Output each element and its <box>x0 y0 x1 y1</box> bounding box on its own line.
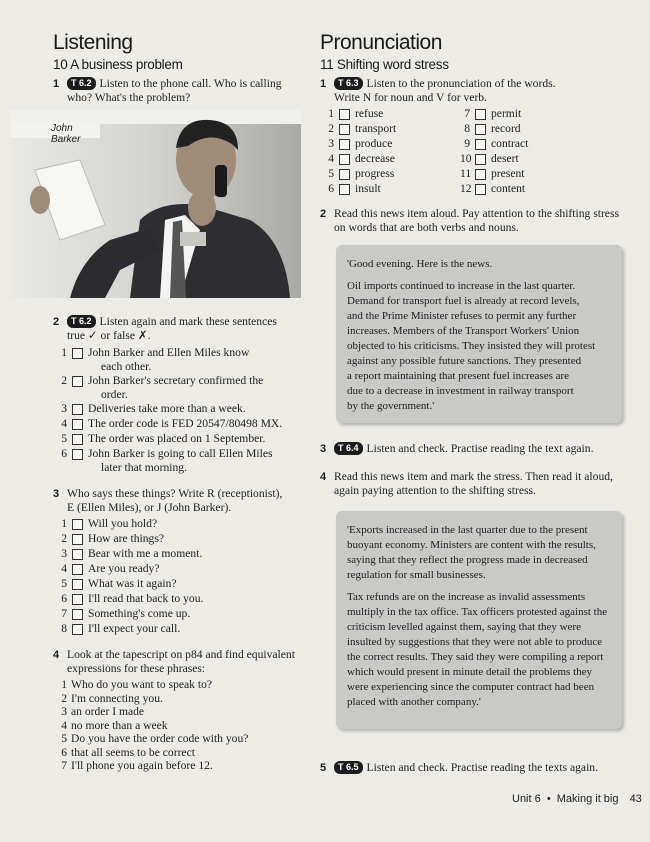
page-number: 43 <box>629 793 642 805</box>
right-question-5: 5 T 6.5 Listen and check. Practise reading the texts again. <box>320 761 598 774</box>
answer-checkbox[interactable] <box>339 154 350 165</box>
audio-track-badge[interactable]: T 6.5 <box>334 761 363 774</box>
answer-checkbox[interactable] <box>72 519 83 530</box>
answer-checkbox[interactable] <box>72 564 83 575</box>
news-text-line: were experiencing since the computer contract had been <box>347 681 595 693</box>
answer-checkbox[interactable] <box>339 124 350 135</box>
word-list-col1: 1 refuse 2 transport 3 produce 4 decrease 5 progress 6 insult <box>328 107 397 195</box>
news-item-box-1 <box>336 245 622 423</box>
news-text-line: insulted by suggestions that they were not able to produce <box>347 636 603 648</box>
news-text-line: 'Exports increased in the last quarter due to the present <box>347 524 588 536</box>
who-says-list: 1 Will you hold? 2 How are things? 3 Bear with me a moment. 4 Are you ready? 5 What was it again? 6 I'll read that back to you. 7 Something's come up. 8 I'll expect your call. <box>61 517 204 635</box>
news-text-line: buoyant economy. Ministers are content with the results, <box>347 539 596 551</box>
answer-checkbox[interactable] <box>339 169 350 180</box>
answer-checkbox[interactable] <box>475 184 486 195</box>
news-text-line: Tax refunds are on the increase as invalid assessments <box>347 591 586 603</box>
answer-checkbox[interactable] <box>475 139 486 150</box>
news-text-line: criticism levelled against them, saying that they were <box>347 621 581 633</box>
left-question-1: 1 T 6.2 Listen to the phone call. Who is calling who? What's the problem? <box>53 77 282 104</box>
news-text-line: increases. Members of the Transport Workers' Union <box>347 325 580 337</box>
true-false-list: 1 John Barker and Ellen Miles know each other. 2 John Barker's secretary confirmed the order. 3 Deliveries take more than a week. 4 The order code is FED 20547/80498 MX. 5 The order was placed on 1 September. 6 John Barker is going to call Ellen Miles later that morning. <box>61 346 283 474</box>
answer-checkbox[interactable] <box>475 154 486 165</box>
audio-track-badge[interactable]: T 6.2 <box>67 315 96 328</box>
news-text-line: Demand for transport fuel is already at record levels, <box>347 295 580 307</box>
pronunciation-heading: Pronunciation <box>320 31 442 54</box>
listening-heading: Listening <box>53 31 133 54</box>
news-text-line: due to a decrease in investment in railway transport <box>347 385 574 397</box>
news-item-box-2 <box>336 511 622 729</box>
answer-checkbox[interactable] <box>72 376 83 387</box>
business-man-photo <box>10 110 301 298</box>
answer-checkbox[interactable] <box>339 109 350 120</box>
photo-caption: John Barker <box>10 122 100 138</box>
news-text-line: regulation for small businesses. <box>347 569 486 581</box>
unit-title: Making it big <box>556 793 619 805</box>
page-footer <box>512 793 642 809</box>
left-question-4: 4 Look at the tapescript on p84 and find equivalent expressions for these phrases: <box>53 648 295 675</box>
left-question-2: 2 T 6.2 Listen again and mark these sentences true ✓ or false ✗. <box>53 315 277 342</box>
unit-label: Unit 6 <box>512 793 541 805</box>
right-question-2: 2 Read this news item aloud. Pay attention to the shifting stress on words that are both verbs and nouns. <box>320 207 619 234</box>
news-text-line: against any possible future sanctions. They presented <box>347 355 582 367</box>
audio-track-badge[interactable]: T 6.4 <box>334 442 363 455</box>
business-problem-subheading: 10 A business problem <box>53 57 183 72</box>
left-question-3: 3 Who says these things? Write R (receptionist), E (Ellen Miles), or J (John Barker). <box>53 487 283 514</box>
news-text-line: 'Good evening. Here is the news. <box>347 258 493 270</box>
answer-checkbox[interactable] <box>72 594 83 605</box>
news-text-line: saying that they reflect the progress made in decreased <box>347 554 588 566</box>
audio-track-badge[interactable]: T 6.3 <box>334 77 363 90</box>
answer-checkbox[interactable] <box>475 124 486 135</box>
news-text-line: objected to his criticisms. They insisted they will protest <box>347 340 596 352</box>
news-text-line: by the government.' <box>347 400 435 412</box>
word-list-col2: 7 permit 8 record 9 contract 10 desert 11 present 12 content <box>460 107 529 195</box>
news-text-line: which would present in minute detail the problems they <box>347 666 593 678</box>
right-question-4: 4 Read this news item and mark the stress. Then read it aloud, again paying attention to the shifting stress. <box>320 470 613 497</box>
answer-checkbox[interactable] <box>72 624 83 635</box>
answer-checkbox[interactable] <box>72 579 83 590</box>
answer-checkbox[interactable] <box>339 139 350 150</box>
audio-track-badge[interactable]: T 6.2 <box>67 77 96 90</box>
answer-checkbox[interactable] <box>475 109 486 120</box>
answer-checkbox[interactable] <box>72 419 83 430</box>
bullet-separator: • <box>546 793 551 805</box>
answer-checkbox[interactable] <box>475 169 486 180</box>
answer-checkbox[interactable] <box>72 348 83 359</box>
right-question-1: 1 T 6.3 Listen to the pronunciation of the words. Write N for noun and V for verb. <box>320 77 556 104</box>
shifting-stress-subheading: 11 Shifting word stress <box>320 57 449 72</box>
news-text-line: placed with another company.' <box>347 696 481 708</box>
news-text-line: a report maintaining that present fuel increases are <box>347 370 570 382</box>
answer-checkbox[interactable] <box>72 534 83 545</box>
answer-checkbox[interactable] <box>72 404 83 415</box>
news-text-line: and the Prime Minister refuses to permit any further <box>347 310 577 322</box>
news-text-line: Oil imports continued to increase in the last quarter. <box>347 280 576 292</box>
answer-checkbox[interactable] <box>72 609 83 620</box>
answer-checkbox[interactable] <box>72 434 83 445</box>
phrases-list: 1 Who do you want to speak to? 2 I'm connecting you. 3 an order I made 4 no more than a week 5 Do you have the order code with you? 6 that all seems to be correct 7 I'll phone you again before 12. <box>61 678 249 772</box>
answer-checkbox[interactable] <box>72 449 83 460</box>
right-question-3: 3 T 6.4 Listen and check. Practise reading the text again. <box>320 442 594 455</box>
answer-checkbox[interactable] <box>72 549 83 560</box>
news-text-line: the correct results. They said they were compiling a report <box>347 651 604 663</box>
answer-checkbox[interactable] <box>339 184 350 195</box>
news-text-line: multiply in the tax office. Tax officers protested against the <box>347 606 608 618</box>
